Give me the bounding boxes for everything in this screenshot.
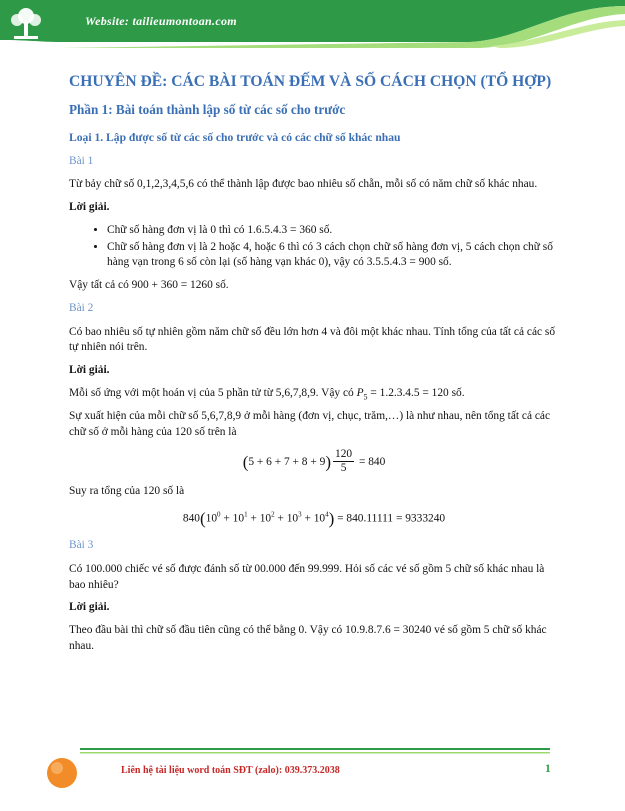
exercise-1-question: Từ bảy chữ số 0,1,2,3,4,5,6 có thể thành lập được bao nhiêu số chẵn, mỗi số có năm chữ số khác nhau. <box>69 178 538 191</box>
page-number: 1 <box>545 763 551 775</box>
footer-circle-icon <box>45 756 79 790</box>
footer-contact: Liên hệ tài liệu word toán SĐT (zalo): 039.373.2038 <box>121 765 340 776</box>
exercise-2-label: Bài 2 <box>69 301 94 314</box>
exercise-3-label: Bài 3 <box>69 539 94 552</box>
solution-label: Lời giải. <box>69 601 110 614</box>
section-heading: Loại 1. Lập được số từ các số cho trước và có các chữ số khác nhau <box>69 130 401 144</box>
exercise-2-question: Có bao nhiêu số tự nhiên gồm năm chữ số đều lớn hơn 4 và đôi một khác nhau. Tính tổng của tất cả các số tự nhiên nói trên. <box>69 325 556 354</box>
equation-1: (5 + 6 + 7 + 8 + 9) $\frac{120}{5}$ = 840 <box>242 447 386 475</box>
exercise-2-line-3: Suy ra tổng của 120 số là <box>69 484 185 497</box>
document-body <box>69 72 559 662</box>
exercise-1-label: Bài 1 <box>69 154 94 167</box>
solution-list <box>69 223 559 271</box>
list-item: • Chữ số hàng đơn vị là 0 thì có 1.6.5.4.3 = 360 số. <box>107 223 559 239</box>
doc-title: CHUYÊN ĐỀ: CÁC BÀI TOÁN ĐẾM VÀ SỐ CÁCH CHỌN (TỔ HỢP) <box>69 73 552 90</box>
solution-label: Lời giải. <box>69 201 110 214</box>
exercise-3-answer: Theo đầu bài thì chữ số đầu tiên cũng có thể bằng 0. Vậy có 10.9.8.7.6 = 30240 vé số gồm 5 chữ số khác nhau. <box>69 624 547 652</box>
equation-2: $840(10^0 + 10^1 + 10^2 + 10^3 + 10^4) = 840.11111 = 9333240$ <box>182 508 446 528</box>
exercise-1-conclusion: Vậy tất cả có 900 + 360 = 1260 số. <box>69 279 229 292</box>
website-label: Website: tailieumontoan.com <box>85 14 237 28</box>
exercise-2-line-1: Mỗi số ứng với một hoán vị của 5 phần tử từ 5,6,7,8,9. Vậy có $P_5 = 1.2.3.4.5 = 120$ số. <box>69 386 465 402</box>
solution-label: Lời giải. <box>69 364 110 377</box>
footer-divider <box>80 748 550 756</box>
tree-logo-icon <box>6 2 46 42</box>
part-heading: Phần 1: Bài toán thành lập số từ các số cho trước <box>69 102 346 118</box>
exercise-3-question: Có 100.000 chiếc vé số được đánh số từ 00.000 đến 99.999. Hỏi số các vé số gồm 5 chữ số khác nhau là bao nhiêu? <box>69 562 545 591</box>
exercise-2-line-2: Sự xuất hiện của mỗi chữ số 5,6,7,8,9 ở mỗi hàng (đơn vị, chục, trăm,…) là như nhau, nên tổng tất cả các chữ số ở mỗi hàng của 120 số trên là <box>69 410 551 438</box>
list-item: • Chữ số hàng đơn vị là 2 hoặc 4, hoặc 6 thì có 3 cách chọn chữ số hàng đơn vị, 5 cách chọn chữ số hàng vạn trong 6 số còn lại (số hàng vạn khác 0), vậy có 3.5.5.4.3 = 900 số. <box>107 240 559 271</box>
